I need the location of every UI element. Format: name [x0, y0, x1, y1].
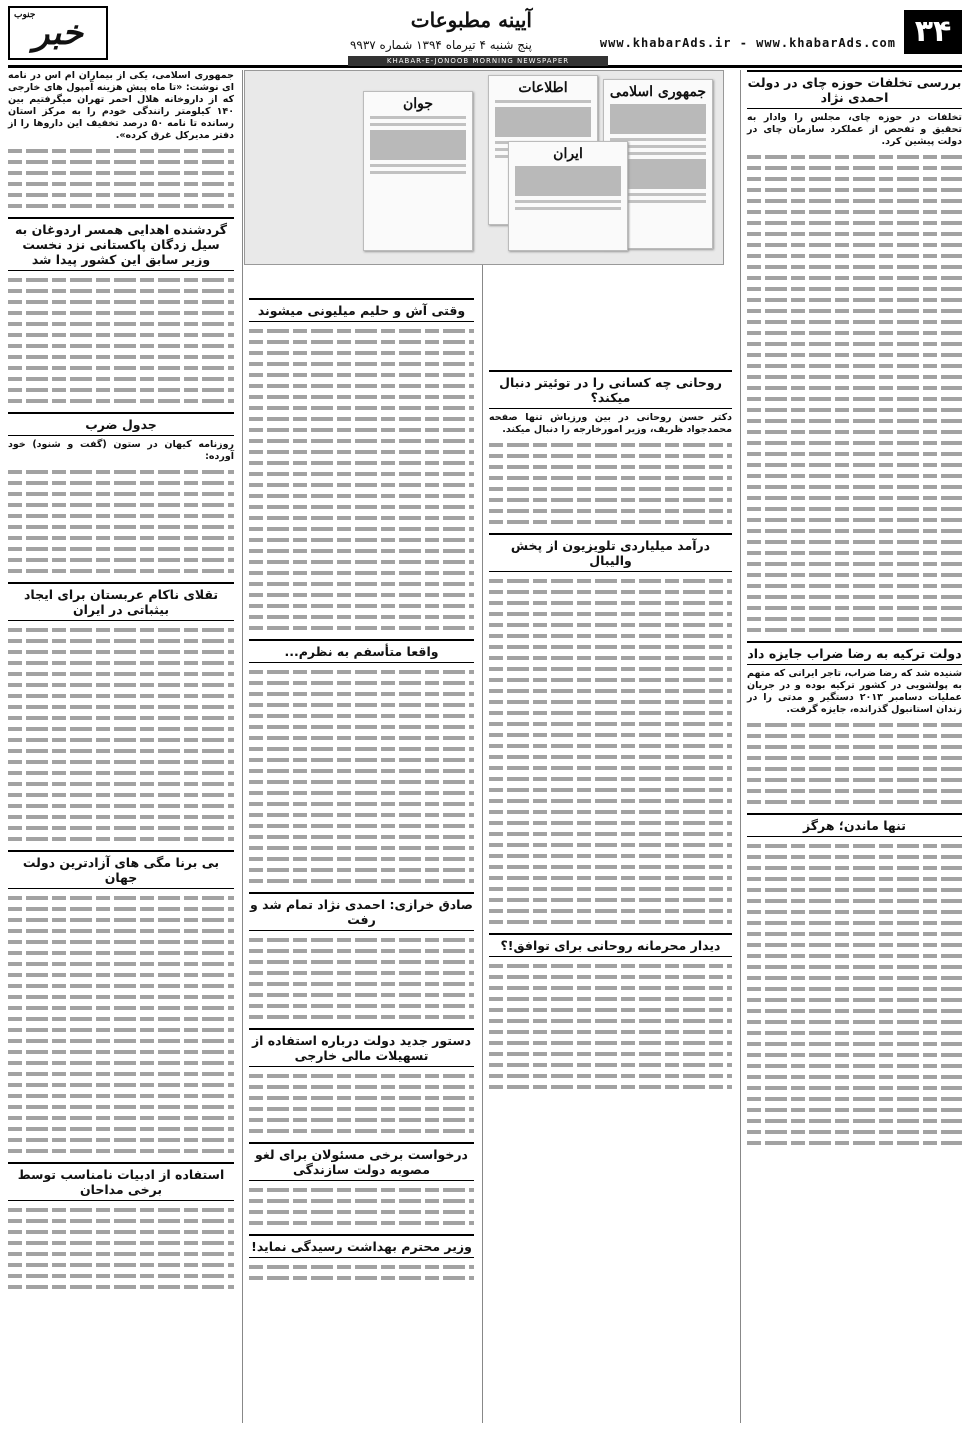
article-body-placeholder: [249, 1184, 474, 1228]
article-ghaleb: [8, 70, 234, 211]
column-2: [482, 70, 732, 1423]
section-title: آیینه مطبوعات: [410, 8, 532, 32]
article-tea: [747, 70, 962, 635]
article-body-placeholder: [8, 892, 234, 1156]
headline: استفاده از ادبیات نامناسب توسط برخی مداحان: [8, 1162, 234, 1201]
lead: تخلفات در حوزه چای، مجلس را وادار به تحقیق و تفحص از عملکرد سازمان چای در دولت پیشین کرد.: [747, 112, 962, 147]
article-arabistan: [8, 582, 234, 844]
article-body-placeholder: [249, 1070, 474, 1136]
headline: روحانی چه کسانی را در توئیتر دنبال میکند؟: [489, 370, 732, 409]
article-alone: [747, 813, 962, 1148]
column-3: [242, 70, 474, 1423]
paper-title: اطلاعات: [518, 80, 568, 96]
article-khorazi: [249, 892, 474, 1022]
article-minister: [249, 1234, 474, 1283]
headline: دیدار محرمانه روحانی برای توافق!؟: [489, 933, 732, 957]
article-body-placeholder: [249, 934, 474, 1022]
article-body-placeholder: [8, 145, 234, 211]
headline: جدول ضرب: [8, 412, 234, 436]
headline: بررسی تخلفات حوزه چای در دولت احمدی نژاد: [747, 70, 962, 109]
article-body-placeholder: [249, 325, 474, 633]
issue-date: پنج شنبه ۴ تیرماه ۱۳۹۴ شماره ۹۹۳۷: [349, 38, 532, 52]
lead: روزنامه کیهان در ستون (گفت و شنود) خود آورده:: [8, 439, 234, 462]
article-body-placeholder: [8, 624, 234, 844]
headline: درآمد میلیاردی تلویزیون از پخش والیبال: [489, 533, 732, 572]
article-body-placeholder: [489, 960, 732, 1092]
article-agreement: [489, 933, 732, 1092]
newspaper-logo: [8, 6, 108, 60]
headline: بی برنا مگی های آزادترین دولت جهان: [8, 850, 234, 889]
article-body-placeholder: [489, 575, 732, 927]
article-body-placeholder: [8, 1204, 234, 1292]
article-erdogan: [8, 217, 234, 406]
paper-title: جوان: [402, 96, 434, 112]
headline: وقتی آش و حلیم میلیونی میشوند: [249, 298, 474, 322]
article-rouhani-twitter: [489, 370, 732, 527]
lead: دکتر حسن روحانی در بین ورزیاش تنها صفحه محمدجواد ظریف، وزیر امورخارجه را دنبال میکند.: [489, 412, 732, 435]
headline: واقعا متأسفم به نظرم...: [249, 639, 474, 663]
article-body-placeholder: [249, 1261, 474, 1283]
headline: صادق خرازی: احمدی نژاد تمام شد و رفت: [249, 892, 474, 931]
masthead: [8, 6, 962, 68]
article-turkey: [747, 641, 962, 807]
headline: تقلای ناکام عربستان برای ایجاد بیثباتی در ایران: [8, 582, 234, 621]
logo-sub: جنوب: [14, 10, 36, 20]
article-media: [8, 850, 234, 1156]
article-body-placeholder: [747, 719, 962, 807]
headline: دستور جدید دولت درباره استفاده از تسهیلات مالی خارجی: [249, 1028, 474, 1067]
page-number: ۳۴: [904, 10, 962, 54]
article-body-placeholder: [249, 666, 474, 886]
article-body-placeholder: [8, 274, 234, 406]
headline: وزیر محترم بهداشت رسیدگی نماید!: [249, 1234, 474, 1258]
english-band: KHABAR-E-JONOOB MORNING NEWSPAPER: [348, 56, 608, 66]
lead: شنیده شد که رضا ضراب، تاجر ایرانی که متهم به پولشویی در کشور ترکیه بوده و در جریان عملیات دسامبر ۲۰۱۳ دستگیر و مدتی را در زندان استانبول گذرانده، جایزه گرفت.: [747, 668, 963, 715]
headline: گردشنده اهدایی همسر اردوغان به سیل زدگان پاکستانی نزد نخست وزیر سابق این کشور پیدا شد: [8, 217, 234, 271]
article-facilities: [249, 1028, 474, 1136]
article-body-placeholder: [489, 439, 732, 527]
paper-title: ایران: [553, 146, 583, 162]
lead: جمهوری اسلامی، یکی از بیماران ام اس در نامه ای نوشت: «تا ماه پیش هزینه آمپول های خارجی که از داروخانه هلال احمر تهران میگرفتیم بین ۱۴۰ کیلومتر رانندگی خودم را به مرکز استان رسانده تا نامه ۵۰ درصد تخفیف این داروها را از دفتر مدیرکل غرق کرده».: [8, 70, 234, 141]
article-reality: [249, 639, 474, 886]
article-literature: [8, 1162, 234, 1292]
article-tv-revenue: [489, 533, 732, 927]
column-4: [8, 70, 234, 1423]
site-url[interactable]: www.khabarAds.ir - www.khabarAds.com: [599, 36, 896, 50]
paper-3: [508, 141, 628, 251]
article-table: [8, 412, 234, 576]
headline: تنها ماندن؛ هرگز: [747, 813, 962, 837]
article-body-placeholder: [747, 151, 962, 635]
article-demand: [249, 1142, 474, 1228]
article-soup: [249, 298, 474, 633]
headline: درخواست برخی مسئولان برای لغو مصوبه دولت سازندگی: [249, 1142, 474, 1181]
logo-text: خبر: [32, 13, 84, 53]
headline: دولت ترکیه به رضا ضراب جایزه داد: [747, 641, 962, 665]
paper-title: جمهوری اسلامی: [609, 84, 707, 100]
article-body-placeholder: [8, 466, 234, 576]
article-body-placeholder: [747, 840, 962, 1148]
column-1: [740, 70, 962, 1423]
